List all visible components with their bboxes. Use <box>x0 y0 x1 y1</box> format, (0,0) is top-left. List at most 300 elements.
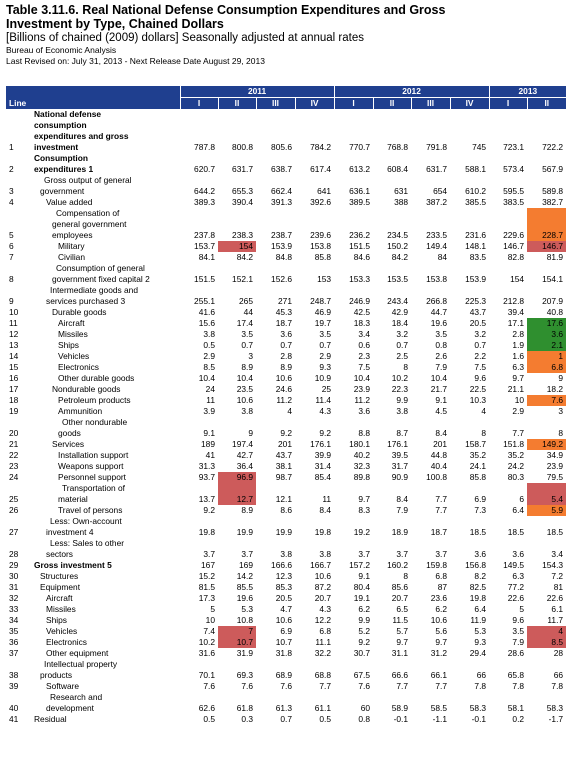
value-cell: 6.4 <box>474 604 487 614</box>
description-line: Compensation of <box>56 208 120 218</box>
description-line: Gross output of general <box>44 175 132 185</box>
highlighted-value-cell: 4 <box>527 626 566 637</box>
value-cell: 180.1 <box>349 439 371 449</box>
value-cell: 9.9 <box>396 395 409 405</box>
table-row <box>6 362 566 373</box>
value-cell: 4.7 <box>280 604 292 614</box>
value-cell: 3.8 <box>203 329 215 339</box>
value-cell: 17.4 <box>236 318 253 328</box>
value-cell: 7.9 <box>396 505 409 515</box>
row-description <box>34 593 180 604</box>
value-cell: 9.2 <box>358 637 371 647</box>
row-description <box>34 560 180 571</box>
value-cell: 11.1 <box>315 637 332 647</box>
value-cell: 61.1 <box>314 703 332 713</box>
description-line: Installation support <box>58 450 129 460</box>
value-cell: 11.2 <box>276 395 292 405</box>
description-line: Other equipment <box>46 648 109 658</box>
value-cell: 0.5 <box>203 340 215 350</box>
value-cell: 151.5 <box>349 241 371 251</box>
value-cell: 9.1 <box>203 428 215 438</box>
value-cell: 1.6 <box>512 351 525 361</box>
value-cell: 24.6 <box>275 384 292 394</box>
table-row <box>6 505 566 516</box>
quarter-header: II <box>527 98 566 110</box>
value-cell: 4.3 <box>319 406 332 416</box>
value-cell: 5.3 <box>241 604 253 614</box>
value-cell: 238.3 <box>232 230 253 240</box>
value-cell: 36.4 <box>236 461 253 471</box>
value-cell: 10.8 <box>236 615 253 625</box>
row-description <box>34 318 180 329</box>
table-row <box>6 461 566 472</box>
value-cell: 638.7 <box>271 164 292 174</box>
table-row <box>6 626 566 637</box>
value-cell: 41.6 <box>198 307 215 317</box>
value-cell: 45.3 <box>275 307 292 317</box>
value-cell: 2.9 <box>512 406 525 416</box>
description-line: Ammunition <box>58 406 103 416</box>
table-row <box>6 285 566 307</box>
row-description <box>34 252 180 263</box>
value-cell: 85.6 <box>391 582 409 592</box>
value-cell: 19.8 <box>469 593 487 603</box>
row-description <box>34 692 180 714</box>
value-cell: 10.9 <box>314 373 332 383</box>
value-cell: 3.7 <box>203 549 215 559</box>
value-cell: 8.2 <box>474 571 487 581</box>
value-cell: 42.5 <box>353 307 371 317</box>
value-cell: 19.8 <box>314 527 332 537</box>
line-number: 22 <box>9 450 19 460</box>
value-cell: 146.7 <box>503 241 525 251</box>
table-row <box>6 417 566 439</box>
description-header <box>34 86 180 109</box>
line-number: 35 <box>9 626 19 636</box>
highlighted-value-cell: 1 <box>527 351 566 362</box>
value-cell: 152.6 <box>271 274 292 284</box>
table-row <box>6 560 566 571</box>
value-cell: 84.2 <box>236 252 253 262</box>
table-body <box>6 109 566 725</box>
year-header-row <box>6 86 566 98</box>
value-cell: 98.7 <box>275 472 292 482</box>
source-label: Bureau of Economic Analysis <box>6 45 117 55</box>
description-line: Personnel support <box>58 472 126 482</box>
value-cell: 3.4 <box>358 329 371 339</box>
table-row <box>6 714 566 725</box>
highlighted-value-cell: 8.5 <box>527 637 566 648</box>
value-cell: 6.9 <box>474 494 487 504</box>
value-cell: 70.1 <box>198 670 215 680</box>
value-cell: 148.1 <box>465 241 487 251</box>
row-description <box>34 175 180 197</box>
value-cell: 248.7 <box>310 296 332 306</box>
value-cell: 83.5 <box>469 252 487 262</box>
value-cell: 8.9 <box>280 362 292 372</box>
year-header: 2013 <box>489 86 566 98</box>
value-cell: 0.3 <box>241 714 253 724</box>
highlighted-value-cell: 228.7 <box>527 208 566 241</box>
value-cell: 8.6 <box>280 505 292 515</box>
value-cell: 3.6 <box>358 406 371 416</box>
value-cell: 82.8 <box>507 252 525 262</box>
value-cell: 3.5 <box>241 329 253 339</box>
value-cell: 636.1 <box>349 186 371 196</box>
description-line: Petroleum products <box>58 395 131 405</box>
value-cell: 8.7 <box>396 428 409 438</box>
value-cell: 3.2 <box>396 329 409 339</box>
value-cell: 2.8 <box>512 329 525 339</box>
line-number: 4 <box>9 197 14 207</box>
row-description <box>34 461 180 472</box>
value-cell: 0.8 <box>358 714 371 724</box>
value-cell: 225.3 <box>465 296 487 306</box>
value-cell: 3.6 <box>512 549 525 559</box>
description-line: Ships <box>46 615 67 625</box>
value-cell: 67.5 <box>353 670 371 680</box>
value-cell: 20.7 <box>391 593 409 603</box>
value-cell: 41 <box>205 450 215 460</box>
table-title: Table 3.11.6. Real National Defense Consumption Expenditures and Gross Investment by Type, Chained Dollars <box>6 3 446 31</box>
year-header: 2012 <box>334 86 489 98</box>
value-cell: 153 <box>317 274 332 284</box>
value-cell: 35.2 <box>507 450 525 460</box>
value-cell: 100.8 <box>426 472 448 482</box>
description-line: investment <box>34 142 79 152</box>
row-description <box>34 395 180 406</box>
value-cell: 238.7 <box>271 230 292 240</box>
value-cell: 9.7 <box>435 637 448 647</box>
description-line: Intellectual property <box>44 659 118 669</box>
table-row <box>6 637 566 648</box>
value-cell: 233.5 <box>426 230 448 240</box>
value-cell: 7.7 <box>435 681 448 691</box>
value-cell: 4 <box>287 406 292 416</box>
value-cell: 21.1 <box>507 384 525 394</box>
row-description <box>34 329 180 340</box>
row-description <box>34 439 180 450</box>
description-line: Aircraft <box>46 593 73 603</box>
value-cell: 62.6 <box>198 703 215 713</box>
row-description <box>34 516 180 538</box>
value-cell: 152.1 <box>232 274 253 284</box>
value-cell: 19.2 <box>353 527 371 537</box>
value-cell: 19.6 <box>430 318 448 328</box>
quarter-header: I <box>489 98 527 110</box>
value-cell: 662.4 <box>271 186 292 196</box>
line-number: 7 <box>9 252 14 262</box>
value-cell: 38.1 <box>275 461 292 471</box>
line-number: 36 <box>9 637 19 647</box>
value-cell: 40.8 <box>546 307 564 317</box>
value-cell: 68.9 <box>275 670 292 680</box>
highlighted-value-cell: 10.7 <box>218 637 256 648</box>
row-description <box>34 307 180 318</box>
table-row <box>6 516 566 538</box>
line-number: 29 <box>9 560 19 570</box>
value-cell: 32.3 <box>353 461 371 471</box>
value-cell: 15.2 <box>198 571 215 581</box>
value-cell: 595.5 <box>503 186 525 196</box>
value-cell: 42.7 <box>236 450 253 460</box>
value-cell: 723.1 <box>503 142 525 152</box>
line-number: 18 <box>9 395 19 405</box>
value-cell: 19.1 <box>353 593 371 603</box>
value-cell: 42.9 <box>391 307 409 317</box>
row-description <box>34 263 180 285</box>
value-cell: 150.2 <box>387 241 409 251</box>
table-row <box>6 109 566 153</box>
value-cell: 23.9 <box>353 384 371 394</box>
value-cell: 11.5 <box>392 615 409 625</box>
value-cell: 8.9 <box>241 362 253 372</box>
table-row <box>6 252 566 263</box>
value-cell: 3.8 <box>319 549 332 559</box>
description-line: general government <box>52 219 127 229</box>
value-cell: 3.7 <box>358 549 371 559</box>
value-cell: 6.1 <box>551 604 564 614</box>
value-cell: 0.7 <box>241 340 253 350</box>
table-row <box>6 593 566 604</box>
quarter-header: IV <box>450 98 489 110</box>
value-cell: 3 <box>558 406 564 416</box>
highlighted-value-cell: 7 <box>218 626 256 637</box>
table-row <box>6 571 566 582</box>
line-number: 5 <box>9 230 14 240</box>
value-cell: 66 <box>476 670 487 680</box>
data-table <box>6 86 566 725</box>
value-cell: 40.2 <box>353 450 371 460</box>
value-cell: 0.5 <box>319 714 332 724</box>
value-cell: 176.1 <box>310 439 332 449</box>
line-number: 27 <box>9 527 19 537</box>
value-cell: 31.6 <box>198 648 215 658</box>
value-cell: 7.8 <box>474 681 487 691</box>
value-cell: 7.8 <box>512 681 525 691</box>
value-cell: 5 <box>519 604 525 614</box>
highlighted-value-cell: 154 <box>218 241 256 252</box>
row-description <box>34 714 180 725</box>
highlighted-value-cell: 5.4 <box>527 483 566 505</box>
quarter-header: II <box>373 98 411 110</box>
line-number: 28 <box>9 549 19 559</box>
value-cell: 655.3 <box>232 186 253 196</box>
value-cell: 149.5 <box>503 560 525 570</box>
value-cell: 28 <box>553 648 564 658</box>
table-row <box>6 604 566 615</box>
value-cell: 66.1 <box>430 670 448 680</box>
value-cell: 6.5 <box>396 604 409 614</box>
value-cell: 6.8 <box>319 626 332 636</box>
value-cell: 9.1 <box>358 571 371 581</box>
highlighted-value-cell: 2.1 <box>527 340 566 351</box>
row-description <box>34 362 180 373</box>
value-cell: 158.7 <box>465 439 487 449</box>
value-cell: 32.2 <box>314 648 332 658</box>
value-cell: 85.8 <box>469 472 487 482</box>
value-cell: 22.6 <box>546 593 564 603</box>
description-line: Missiles <box>46 604 76 614</box>
value-cell: 3.2 <box>474 329 487 339</box>
value-cell: 0.8 <box>435 340 448 350</box>
value-cell: 31.9 <box>236 648 253 658</box>
value-cell: 9 <box>248 428 253 438</box>
value-cell: 11.2 <box>354 395 371 405</box>
value-cell: 7.8 <box>551 681 564 691</box>
value-cell: 10.2 <box>391 373 409 383</box>
line-number: 31 <box>9 582 19 592</box>
row-description <box>34 472 180 483</box>
value-cell: 30.7 <box>353 648 371 658</box>
year-header: 2011 <box>180 86 334 98</box>
value-cell: -0.1 <box>471 714 487 724</box>
row-description <box>34 450 180 461</box>
value-cell: 153.7 <box>194 241 215 251</box>
value-cell: 573.4 <box>503 164 525 174</box>
value-cell: 237.8 <box>194 230 215 240</box>
line-number: 12 <box>9 329 19 339</box>
value-cell: 66.6 <box>391 670 409 680</box>
value-cell: 768.8 <box>387 142 409 152</box>
value-cell: 722.2 <box>542 142 564 152</box>
value-cell: 9.2 <box>280 428 292 438</box>
description-line: Other durable goods <box>58 373 135 383</box>
value-cell: 7.7 <box>512 428 525 438</box>
value-cell: 12.2 <box>314 615 332 625</box>
row-description <box>34 659 180 681</box>
line-number: 24 <box>9 472 19 482</box>
value-cell: 149.4 <box>426 241 448 251</box>
value-cell: 1.9 <box>512 340 525 350</box>
table-row <box>6 450 566 461</box>
value-cell: 82.5 <box>469 582 487 592</box>
description-line: Services <box>52 439 85 449</box>
value-cell: 81.5 <box>198 582 215 592</box>
description-line: Vehicles <box>46 626 78 636</box>
value-cell: 5.6 <box>435 626 448 636</box>
value-cell: 613.2 <box>349 164 371 174</box>
value-cell: 212.8 <box>503 296 525 306</box>
value-cell: 3.9 <box>203 406 215 416</box>
value-cell: 21.7 <box>430 384 448 394</box>
line-number: 34 <box>9 615 19 625</box>
value-cell: 0.7 <box>319 340 332 350</box>
value-cell: 4.5 <box>435 406 448 416</box>
value-cell: 7.5 <box>358 362 371 372</box>
row-description <box>34 648 180 659</box>
value-cell: 201 <box>278 439 292 449</box>
value-cell: 271 <box>278 296 292 306</box>
value-cell: 10.4 <box>236 373 253 383</box>
line-number: 3 <box>9 186 14 196</box>
value-cell: 8.9 <box>241 505 253 515</box>
highlighted-value-cell: 12.7 <box>218 483 256 505</box>
value-cell: 77.2 <box>507 582 525 592</box>
description-line: expenditures and gross <box>34 131 129 141</box>
line-number: 16 <box>9 373 19 383</box>
description-line: expenditures 1 <box>34 164 94 174</box>
value-cell: 17.1 <box>507 318 525 328</box>
value-cell: 89.8 <box>353 472 371 482</box>
value-cell: 68.8 <box>314 670 332 680</box>
value-cell: 19.9 <box>275 527 292 537</box>
value-cell: 166.6 <box>271 560 292 570</box>
value-cell: 39.9 <box>314 450 332 460</box>
line-number: 1 <box>9 142 14 152</box>
row-description <box>34 340 180 351</box>
value-cell: 383.5 <box>503 197 525 207</box>
value-cell: 19.8 <box>198 527 215 537</box>
description-line: government <box>40 186 85 196</box>
row-description <box>34 197 180 208</box>
value-cell: 84.8 <box>275 252 292 262</box>
value-cell: 5.2 <box>358 626 371 636</box>
value-cell: 18.7 <box>275 318 292 328</box>
description-line: Weapons support <box>58 461 124 471</box>
value-cell: 19.9 <box>236 527 253 537</box>
value-cell: 7.9 <box>435 362 448 372</box>
value-cell: 18.5 <box>546 527 564 537</box>
value-cell: 3.7 <box>241 549 253 559</box>
value-cell: 3.8 <box>241 406 253 416</box>
value-cell: 3.6 <box>474 549 487 559</box>
value-cell: 3.5 <box>319 329 332 339</box>
value-cell: 588.1 <box>465 164 487 174</box>
value-cell: 35.2 <box>469 450 487 460</box>
value-cell: 390.4 <box>232 197 253 207</box>
value-cell: 9.3 <box>474 637 487 647</box>
value-cell: 0.7 <box>280 340 292 350</box>
value-cell: 84 <box>437 252 448 262</box>
value-cell: 745 <box>472 142 487 152</box>
value-cell: 9.6 <box>474 373 487 383</box>
row-description <box>34 208 180 241</box>
value-cell: 160.2 <box>387 560 409 570</box>
value-cell: 151.5 <box>194 274 215 284</box>
value-cell: 84.1 <box>198 252 215 262</box>
value-cell: 25 <box>321 384 332 394</box>
value-cell: 8 <box>403 571 409 581</box>
value-cell: 60 <box>360 703 371 713</box>
value-cell: 58.9 <box>391 703 409 713</box>
value-cell: 44.7 <box>430 307 448 317</box>
value-cell: 3.6 <box>280 329 292 339</box>
quarter-header: II <box>218 98 256 110</box>
value-cell: 169 <box>239 560 253 570</box>
value-cell: 157.2 <box>349 560 371 570</box>
description-line: Travel of persons <box>58 505 123 515</box>
value-cell: 19.7 <box>314 318 332 328</box>
value-cell: 229.6 <box>503 230 525 240</box>
value-cell: 10.4 <box>430 373 448 383</box>
value-cell: 389.5 <box>349 197 371 207</box>
value-cell: 4 <box>481 406 487 416</box>
value-cell: 20.7 <box>314 593 332 603</box>
value-cell: 631.7 <box>232 164 253 174</box>
value-cell: 31.7 <box>391 461 409 471</box>
quarter-header: I <box>180 98 218 110</box>
value-cell: 6.3 <box>512 571 525 581</box>
value-cell: 382.7 <box>542 197 564 207</box>
description-line: Aircraft <box>58 318 85 328</box>
value-cell: 9.7 <box>358 494 371 504</box>
row-description <box>34 626 180 637</box>
value-cell: 18.5 <box>507 527 525 537</box>
description-line: development <box>46 703 94 713</box>
description-line: Value added <box>46 197 93 207</box>
row-description <box>34 109 180 153</box>
